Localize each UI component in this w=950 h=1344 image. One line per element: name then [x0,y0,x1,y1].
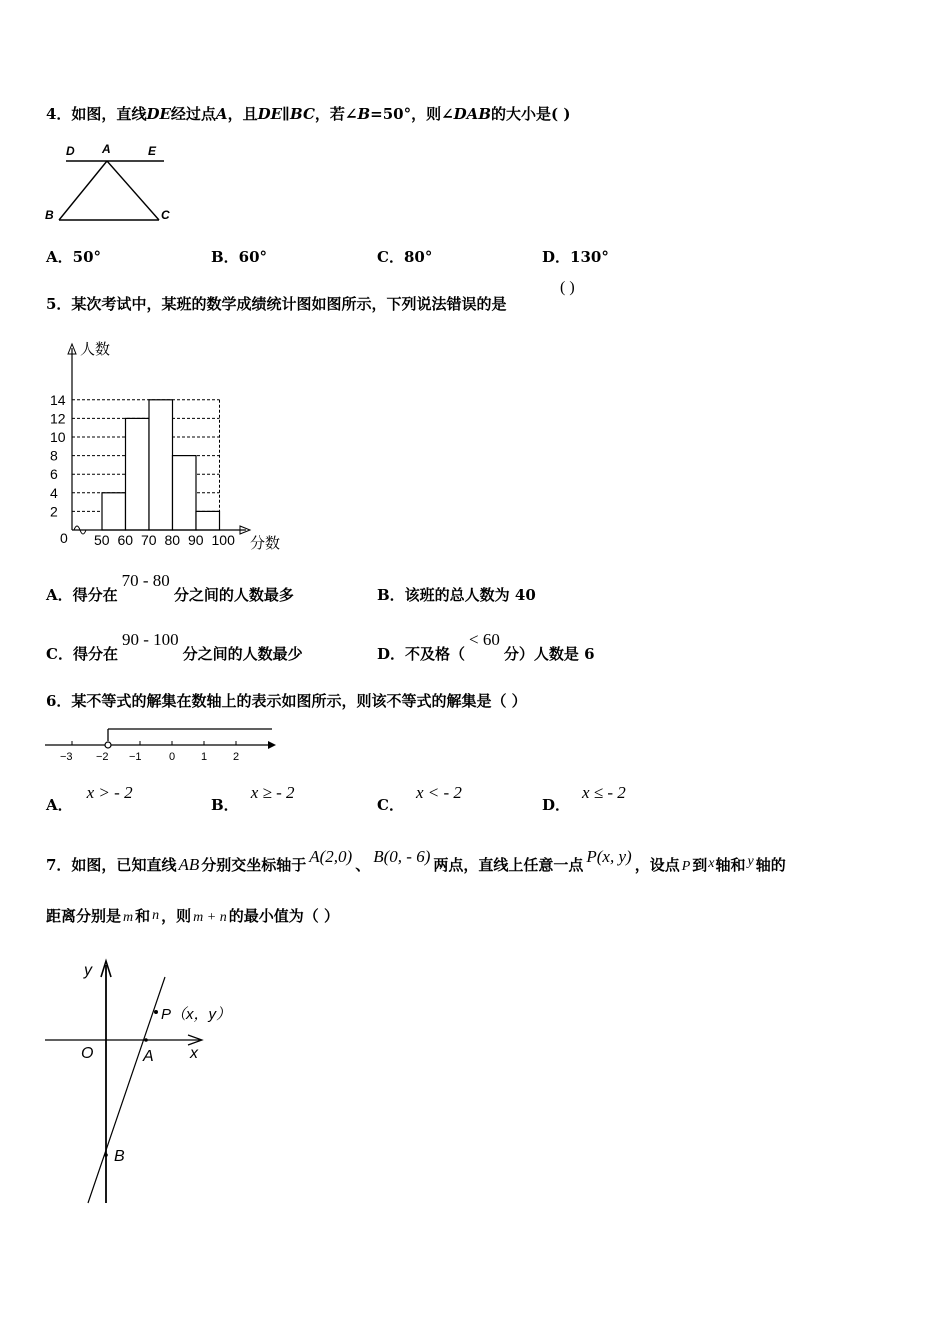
q7-point-p [154,1010,158,1014]
q5-x-tick-100: 100 [211,532,235,548]
q7-label-b: B [114,1148,125,1165]
q5-bar-50-60 [102,493,126,530]
q7-label-x: x [190,1045,198,1062]
q6-stem: 6．某不等式的解集在数轴上的表示如图所示，则该不等式的解集是（ ） [46,692,527,710]
q5-bar-90-100 [196,511,220,530]
q5-y-tick-10: 10 [50,429,66,445]
q4-option-a[interactable]: A．50° [46,248,102,266]
q4-label-d: D [66,144,75,158]
q5-stem: 5．某次考试中，某班的数学成绩统计图如图所示，下列说法错误的是 [46,295,507,313]
q4-triangle-figure [40,138,180,230]
q7-coordinate-figure [40,955,260,1215]
q7-label-a: A [143,1048,154,1065]
q4-label-a: A [102,142,111,156]
q4-option-d[interactable]: D．130° [542,248,609,266]
q6-open-point [105,742,111,748]
q7-line-ab [88,977,165,1203]
q6-axis-arrow [268,741,276,749]
q5-option-b[interactable]: B．该班的总人数为 40 [377,586,536,604]
q6-tick-neg1: −1 [129,751,142,763]
q7-point-a [144,1038,148,1042]
q5-option-c[interactable]: C．得分在90 - 100分之间的人数最少 [46,630,303,663]
q5-bar-60-70 [126,418,150,530]
q5-x-tick-90: 90 [188,532,204,548]
q5-x-label: 分数 [250,535,281,552]
q5-y-tick-6: 6 [50,466,58,483]
q6-tick-neg3: −3 [60,751,73,763]
q6-number-line [40,722,285,768]
q6-option-c[interactable]: C．x < - 2 [377,783,462,814]
q5-origin-label: 0 [60,530,68,546]
q6-tick-1: 1 [201,751,208,763]
q5-y-label: 人数 [80,341,111,358]
q5-x-tick-50: 50 [94,532,110,548]
q4-option-c[interactable]: C．80° [377,248,433,266]
q6-option-b[interactable]: B．x ≥ - 2 [211,783,295,814]
q6-tick-0: 0 [169,751,176,763]
q5-x-tick-80: 80 [164,532,181,548]
q5-bar-70-80 [149,400,173,530]
q6-tick-2: 2 [233,751,240,763]
q5-y-tick-14: 14 [50,391,66,408]
q6-option-a[interactable]: A．x > - 2 [46,783,133,814]
q4-label-c: C [161,208,170,222]
q7-label-p: P（x，y） [161,1006,232,1023]
q5-histogram [40,334,300,556]
q7-stem-line1: 7．如图，已知直线 AB 分别交坐标轴于 A(2,0) 、 B(0, - 6) 两点，直线上任意一点 P(x, y) ，设点 P 到x轴和 y 轴的 [46,847,786,874]
q4-stem: 4．如图，直线DE经过点A，且DE∥BC，若∠B=50°，则∠DAB的大小是( ) [46,105,571,123]
q7-stem-line2: 距离分别是 m 和 n ，则 m + n 的最小值为（ ） [46,907,339,925]
q7-point-b [104,1153,108,1157]
q6-tick-neg2: −2 [96,751,109,763]
q5-option-a[interactable]: A．得分在70 - 80分之间的人数最多 [46,571,294,604]
q5-y-tick-12: 12 [50,410,66,427]
q5-x-tick-70: 70 [141,532,157,548]
q5-y-tick-2: 2 [50,503,58,520]
q5-answer-paren: ( ) [560,279,575,296]
q5-bar-80-90 [173,456,197,530]
q4-label-b: B [45,208,54,222]
q6-option-d[interactable]: D．x ≤ - 2 [542,783,626,814]
q4-option-b[interactable]: B．60° [211,248,268,266]
q5-y-tick-8: 8 [50,447,58,464]
q5-option-d[interactable]: D．不及格（< 60分）人数是 6 [377,630,595,663]
q5-x-tick-60: 60 [117,532,134,548]
q5-y-tick-4: 4 [50,484,58,501]
q4-label-e: E [148,144,157,158]
q7-label-o: O [81,1045,94,1062]
q7-label-y: y [84,962,92,979]
